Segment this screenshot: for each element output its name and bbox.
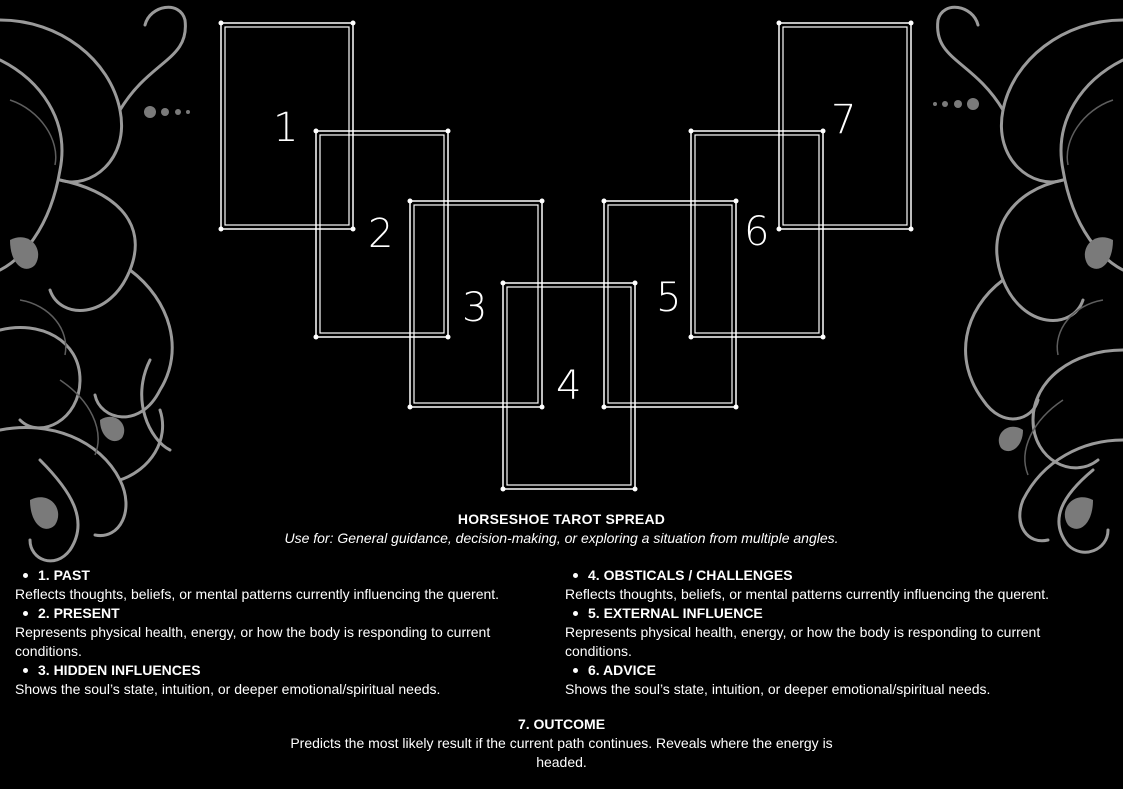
card-number-7: 7 xyxy=(831,97,857,143)
bullet-icon xyxy=(573,573,578,578)
position-title: 4. OBSTICALS / CHALLENGES xyxy=(588,567,793,583)
position-heading xyxy=(15,566,560,585)
card-number-6: 6 xyxy=(744,209,770,255)
position-description: Represents physical health, energy, or how the body is responding to current conditions. xyxy=(565,624,1041,659)
position-title: 5. EXTERNAL INFLUENCE xyxy=(588,605,763,621)
position-heading xyxy=(565,604,1110,623)
outcome-title: 7. OUTCOME xyxy=(517,716,606,732)
outcome-section xyxy=(280,715,843,772)
bullet-icon xyxy=(573,611,578,616)
position-title: 3. HIDDEN INFLUENCES xyxy=(38,662,201,678)
bullet-icon xyxy=(23,573,28,578)
position-heading xyxy=(565,661,1110,680)
spread-title: HORSESHOE TAROT SPREAD xyxy=(457,511,666,527)
bullet-icon xyxy=(573,668,578,673)
spread-subtitle: Use for: General guidance, decision-making, or exploring a situation from multiple angles. xyxy=(284,530,839,546)
position-title: 2. PRESENT xyxy=(38,605,120,621)
card-number-4: 4 xyxy=(556,363,582,409)
position-description: Shows the soul’s state, intuition, or deeper emotional/spiritual needs. xyxy=(565,681,991,697)
position-description: Reflects thoughts, beliefs, or mental patterns currently influencing the querent. xyxy=(15,586,500,602)
position-heading xyxy=(15,604,560,623)
card-number-3: 3 xyxy=(462,285,488,331)
bullet-icon xyxy=(23,611,28,616)
position-title: 1. PAST xyxy=(38,567,90,583)
position-description: Represents physical health, energy, or how the body is responding to current conditions. xyxy=(15,624,491,659)
position-description: Reflects thoughts, beliefs, or mental patterns currently influencing the querent. xyxy=(565,586,1050,602)
card-number-5: 5 xyxy=(656,275,682,321)
outcome-description: Predicts the most likely result if the current path continues. Reveals where the energy is headed. xyxy=(290,735,833,770)
position-title: 6. ADVICE xyxy=(588,662,656,678)
positions-left-column xyxy=(15,566,560,699)
position-description: Shows the soul’s state, intuition, or deeper emotional/spiritual needs. xyxy=(15,681,441,697)
position-heading xyxy=(565,566,1110,585)
card-number-2: 2 xyxy=(368,211,394,257)
bullet-icon xyxy=(23,668,28,673)
position-heading xyxy=(15,661,560,680)
positions-right-column xyxy=(565,566,1110,699)
card-number-1: 1 xyxy=(273,105,299,151)
